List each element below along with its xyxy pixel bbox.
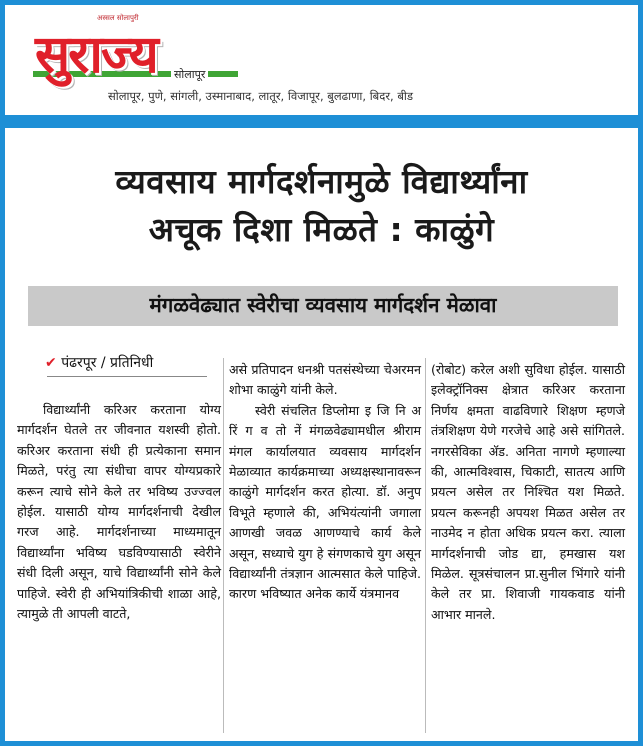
dateline-rule	[47, 376, 207, 377]
checkmark-icon: ✔	[45, 355, 57, 371]
edition-cities: सोलापूर, पुणे, सांगली, उस्मानाबाद, लातूर, विजापूर, बुलढाणा, बिदर, बीड	[108, 89, 414, 103]
article-column-2	[229, 360, 421, 715]
newspaper-logo: सुराज्य	[35, 25, 157, 85]
paragraph: (रोबोट) करेल अशी सुविधा होईल. यासाठी इलेक्ट्रॉनिक्स क्षेत्रात करिअर करताना निर्णय क्षमता वाढविणारे शिक्षण म्हणजे तंत्रशिक्षण येणे गरजेचे आहे असे सांगितले. नगरसेविका ॲड. अनिता नागणे म्हणाल्या की, आत्मविश्वास, चिकाटी, सातत्य आणि प्रयत्न असेल तर निश्चित यश मिळते. प्रयत्न करूनही अपयश मिळत असेल तर नाउमेद न होता अधिक प्रयत्न करा. त्याला मार्गदर्शनाची जोड द्या, हमखास यश मिळेल. सूत्रसंचालन प्रा.सुनील भिंगारे यांनी केले तर प्रा. शिवाजी गायकवाड यांनी आभार मानले.	[431, 362, 625, 622]
article-column-3	[431, 360, 625, 715]
article-column-1	[17, 400, 221, 755]
headline-line-2: अचूक दिशा मिळते : काळुंगे	[148, 210, 495, 249]
masthead-tagline: अस्सल सोलापुरी	[97, 14, 139, 22]
column-divider	[223, 358, 224, 733]
dateline-text: पंढरपूर / प्रतिनिधी	[61, 355, 154, 371]
column-divider	[425, 358, 426, 733]
masthead-divider	[5, 115, 638, 128]
dateline	[45, 353, 195, 372]
news-article	[15, 138, 628, 738]
paragraph: विद्यार्थ्यांनी करिअर करताना योग्य मार्गदर्शन घेतले तर जीवनात यशस्वी होतो. करिअर करताना संधी ही प्रत्येकाना समान मिळते, परंतु त्या संधीचा वापर योग्यप्रकारे करून त्याचे सोने केले तर भविष्य उज्ज्वल होईल. यासाठी योग्य मार्गदर्शनाची देखील गरज आहे. मार्गदर्शनाच्या माध्यमातून विद्यार्थ्यांना भविष्य घडविण्यासाठी स्वेरीने संधी दिली असून, याचे विद्यार्थ्यांनी सोने केले पाहिजे. स्वेरी ही अभियांत्रिकीची शाळा आहे, त्यामुळे ती आपली वाटते,	[17, 402, 221, 622]
headline-line-1: व्यवसाय मार्गदर्शनामुळे विद्यार्थ्यांना	[115, 162, 528, 201]
edition-label: सोलापूर	[171, 67, 208, 82]
headline	[15, 158, 628, 254]
masthead	[5, 5, 638, 115]
paragraph: असे प्रतिपादन धनश्री पतसंस्थेच्या चेअरमन शोभा काळुंगे यांनी केले.	[229, 362, 421, 398]
paragraph: स्वेरी संचलित डिप्लोमा इ जि नि अ रिं ग व तो नें मंगळवेढ्यामधील श्रीराम मंगल कार्यालयात व्यवसाय मार्गदर्शन मेळाव्यात कार्यक्रमाच्या अध्यक्षस्थानावरून काळुंगे मार्गदर्शन करत होत्या. डॉ. अनुप विभूते म्हणाले की, अभियंत्यांनी जगाला आणखी जवळ आणण्याचे कार्य केले असून, सध्याचे युग हे संगणकाचे युग असून विद्यार्थ्यांनी तंत्रज्ञान आत्मसात केले पाहिजे. कारण भविष्यात अनेक कार्ये यंत्रमानव	[229, 402, 421, 602]
subheadline: मंगळवेढ्यात स्वेरीचा व्यवसाय मार्गदर्शन मेळावा	[28, 286, 618, 326]
